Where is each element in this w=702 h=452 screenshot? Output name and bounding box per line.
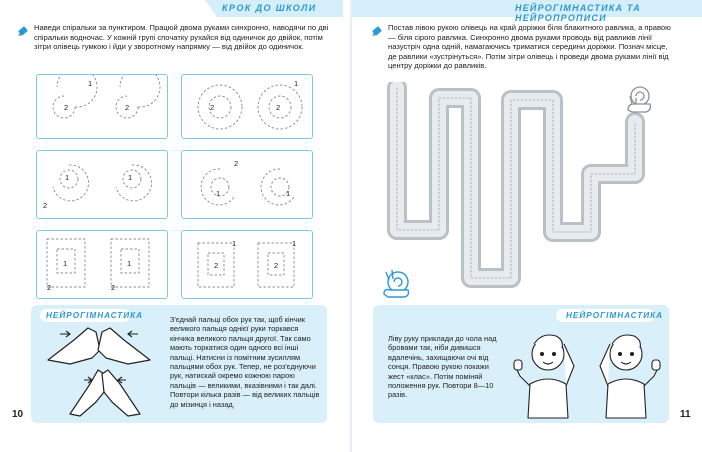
number-label: 2 — [276, 103, 281, 112]
right-instruction: Постав лівою рукою олівець на край доріжки біля блакитного равлика, а правою — біля сірого равлика. Синхронно двома руками проводь від равликів лінії назустріч одна одній, намагаючись триматися середини доріжки. Познач місце, де равлики «зустрінуться». Потім зітри олівець і проведи двома руками лінії від центру доріжки до равликів. — [388, 23, 671, 71]
spiral-card-5 — [36, 230, 168, 299]
exercise-tag-right: НЕЙРОГІМНАСТИКА — [566, 311, 664, 320]
spiral-card-1 — [36, 74, 168, 139]
number-label: 1 — [232, 239, 237, 248]
spiral-card-6 — [181, 230, 313, 299]
page-number-left: 10 — [12, 409, 24, 420]
spiral-card-3 — [36, 150, 168, 219]
page-number-right: 11 — [680, 409, 691, 420]
number-label: 1 — [128, 173, 133, 182]
exercise-text-right: Ліву руку приклади до чола над бровами так, ніби дивишся вдалечінь, захищаючи очі від сонця. Правою рукою покажи жест «клас». Потім поміняй положення рук. Повтори 8—10 разів. — [388, 334, 497, 400]
number-label: 1 — [127, 259, 132, 268]
left-instruction: Наведи спіральки за пунктиром. Працюй двома руками синхронно, наводячи по дві спіральки водночас. У кожній групі спочатку рухайся від одиничок до двійок, потім зітри олівець гумкою і йди у зворотному напрямку — від двійок до одиничок. — [34, 23, 329, 52]
number-label: 1 — [63, 259, 68, 268]
spiral-drawing — [182, 151, 312, 218]
header-title-right: НЕЙРОГІМНАСТИКА ТА НЕЙРОПРОПИСИ — [515, 3, 641, 23]
spiral-drawing — [37, 231, 167, 298]
number-label: 2 — [43, 201, 48, 210]
page-spine — [350, 0, 352, 452]
number-label: 1 — [88, 79, 93, 88]
number-label: 1 — [286, 189, 291, 198]
exercise-text-left: З'єднай пальці обох рук так, щоб кінчик великого пальця однієї руки торкався кінчика великого пальця другої. Так само мають торкатися один одного всі інші пальці. Натисни із помітним зусиллям пальцями обох рук. Тепер, не роз'єднуючи рук, натискай окремо кожною парою пальців — великими, вказівними і так далі. Повтори кілька разів — від великих пальців до мізинця і назад. — [170, 315, 320, 409]
number-label: 2 — [64, 103, 69, 112]
number-label: 2 — [274, 261, 279, 270]
number-label: 1 — [216, 189, 221, 198]
spiral-drawing — [37, 151, 167, 218]
number-label: 2 — [214, 261, 219, 270]
pencil-icon — [371, 25, 383, 37]
pencil-icon — [17, 25, 29, 37]
number-label: 1 — [292, 239, 297, 248]
number-label: 2 — [210, 103, 215, 112]
number-label: 2 — [234, 159, 239, 168]
spiral-drawing — [37, 75, 167, 138]
spiral-card-2 — [181, 74, 313, 139]
exercise-tag-left: НЕЙРОГІМНАСТИКА — [46, 311, 144, 320]
header-title-left: КРОК ДО ШКОЛИ — [222, 3, 317, 13]
blue-snail-icon — [380, 262, 414, 300]
number-label: 1 — [65, 173, 70, 182]
spiral-drawing — [182, 75, 312, 138]
number-label: 2 — [47, 283, 52, 292]
children-gesture-illustration — [512, 322, 662, 422]
number-label: 2 — [125, 103, 130, 112]
spiral-card-4 — [181, 150, 313, 219]
grey-snail-icon — [624, 82, 654, 118]
number-label: 2 — [111, 283, 116, 292]
number-label: 1 — [294, 79, 299, 88]
hands-fingertips-illustration — [40, 322, 158, 420]
